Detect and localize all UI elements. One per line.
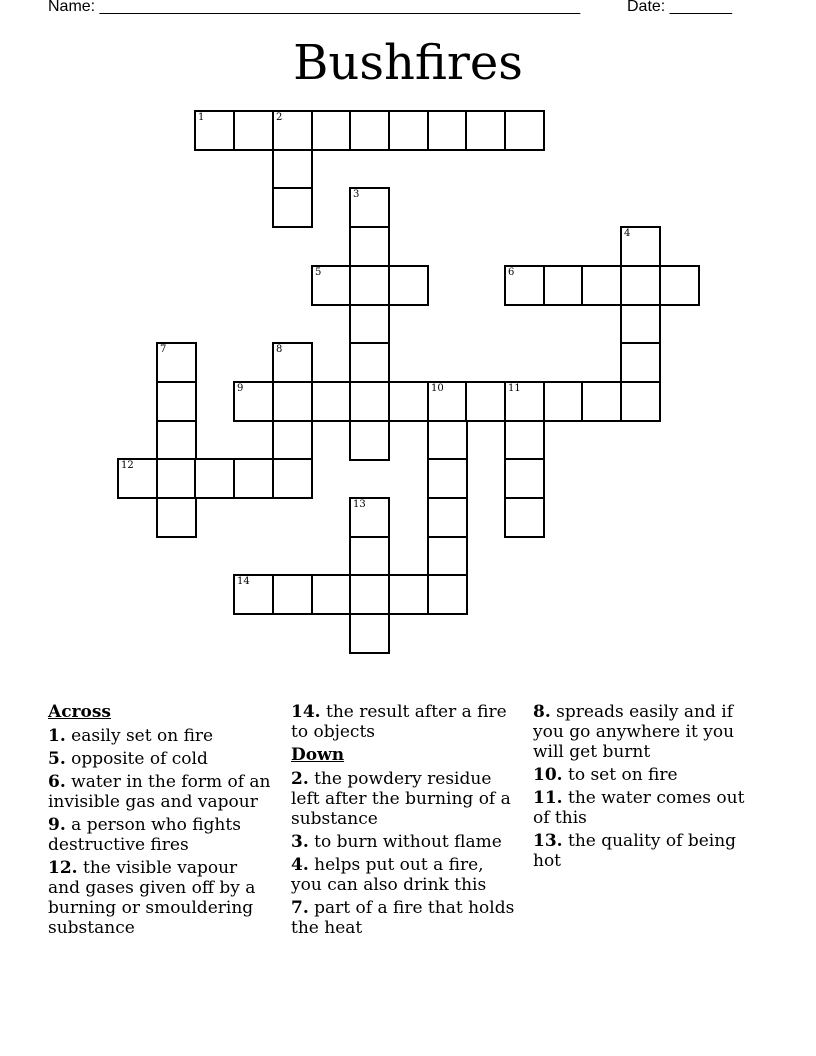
grid-cell[interactable] (504, 420, 545, 461)
clue-number: 5. (48, 749, 66, 769)
clue-number: 3. (291, 832, 309, 852)
clue-number: 9. (48, 815, 66, 835)
grid-cell[interactable] (504, 265, 545, 306)
clue-number: 8. (533, 702, 551, 722)
clue-down-10 (533, 765, 758, 785)
grid-cell[interactable] (233, 110, 274, 151)
cell-number: 13 (353, 499, 366, 510)
clue-number: 13. (533, 831, 563, 851)
grid-cell[interactable] (272, 420, 313, 461)
grid-cell[interactable] (311, 574, 352, 615)
clue-number: 14. (291, 702, 321, 722)
clue-text: to set on fire (567, 765, 678, 785)
grid-cell[interactable] (272, 149, 313, 190)
clue-down-7 (291, 898, 519, 938)
grid-cell[interactable] (388, 574, 429, 615)
cell-number: 5 (315, 267, 322, 278)
grid-cell[interactable] (272, 342, 313, 383)
grid-cell[interactable] (427, 497, 468, 538)
clue-text: the powdery residue left after the burning of a substance (291, 769, 511, 829)
cell-number: 2 (276, 112, 283, 123)
grid-cell[interactable] (620, 381, 661, 422)
clue-text: the visible vapour and gases given off by a burning or smouldering substance (48, 858, 256, 938)
grid-cell[interactable] (156, 342, 197, 383)
grid-cell[interactable] (620, 304, 661, 345)
grid-cell[interactable] (349, 497, 390, 538)
grid-cell[interactable] (349, 574, 390, 615)
clue-down-11 (533, 788, 758, 828)
grid-cell[interactable] (349, 420, 390, 461)
clue-down-2 (291, 769, 519, 829)
cell-number: 4 (624, 228, 631, 239)
grid-cell[interactable] (272, 458, 313, 499)
date-field-label: Date: _______ (627, 0, 732, 15)
page-title: Bushfires (293, 35, 523, 91)
grid-cell[interactable] (117, 458, 158, 499)
clue-text: the quality of being hot (533, 831, 737, 871)
cell-number: 12 (121, 460, 134, 471)
clue-number: 2. (291, 769, 309, 789)
grid-cell[interactable] (427, 381, 468, 422)
grid-cell[interactable] (194, 110, 235, 151)
grid-cell[interactable] (156, 420, 197, 461)
grid-cell[interactable] (194, 458, 235, 499)
clue-number: 10. (533, 765, 563, 785)
grid-cell[interactable] (349, 342, 390, 383)
clues-column-2 (291, 702, 519, 941)
grid-cell[interactable] (427, 110, 468, 151)
grid-cell[interactable] (388, 110, 429, 151)
grid-cell[interactable] (659, 265, 700, 306)
grid-cell[interactable] (349, 110, 390, 151)
down-heading: Down (291, 745, 345, 765)
grid-cell[interactable] (233, 381, 274, 422)
clue-across-1 (48, 726, 273, 746)
grid-cell[interactable] (311, 265, 352, 306)
grid-cell[interactable] (620, 226, 661, 267)
grid-cell[interactable] (349, 613, 390, 654)
clue-number: 7. (291, 898, 309, 918)
grid-cell[interactable] (427, 536, 468, 577)
grid-cell[interactable] (581, 381, 622, 422)
clue-across-5 (48, 749, 273, 769)
clue-text: water in the form of an invisible gas and vapour (48, 772, 271, 812)
clue-number: 11. (533, 788, 563, 808)
cell-number: 6 (508, 267, 515, 278)
clue-number: 12. (48, 858, 78, 878)
grid-cell[interactable] (620, 342, 661, 383)
cell-number: 3 (353, 189, 360, 200)
clue-number: 4. (291, 855, 309, 875)
grid-cell[interactable] (349, 265, 390, 306)
clue-text: spreads easily and if you go anywhere it you will get burnt (533, 702, 735, 762)
grid-cell[interactable] (349, 381, 390, 422)
cell-number: 11 (508, 383, 521, 394)
grid-cell[interactable] (543, 381, 584, 422)
clue-text: the water comes out of this (533, 788, 745, 828)
grid-cell[interactable] (504, 497, 545, 538)
grid-cell[interactable] (620, 265, 661, 306)
grid-cell[interactable] (349, 304, 390, 345)
cell-number: 7 (160, 344, 167, 355)
clue-across-14 (291, 702, 519, 742)
clue-text: the result after a fire to objects (291, 702, 507, 742)
name-field-label: Name: ______________________________________________________ (48, 0, 581, 15)
grid-cell[interactable] (233, 458, 274, 499)
cell-number: 14 (237, 576, 250, 587)
grid-cell[interactable] (156, 381, 197, 422)
clue-text: opposite of cold (71, 749, 208, 769)
clue-text: to burn without flame (314, 832, 502, 852)
cell-number: 10 (431, 383, 444, 394)
grid-cell[interactable] (504, 458, 545, 499)
across-heading: Across (48, 702, 111, 722)
grid-cell[interactable] (388, 381, 429, 422)
clue-across-9 (48, 815, 273, 855)
clue-across-12 (48, 858, 273, 938)
clues-column-1 (48, 702, 273, 941)
clue-down-13 (533, 831, 758, 871)
grid-cell[interactable] (233, 574, 274, 615)
grid-cell[interactable] (349, 226, 390, 267)
grid-cell[interactable] (156, 458, 197, 499)
clue-down-8 (533, 702, 758, 762)
grid-cell[interactable] (427, 458, 468, 499)
grid-cell[interactable] (349, 536, 390, 577)
grid-cell[interactable] (272, 381, 313, 422)
grid-cell[interactable] (427, 420, 468, 461)
clue-text: part of a fire that holds the heat (291, 898, 515, 938)
grid-cell[interactable] (504, 110, 545, 151)
cell-number: 8 (276, 344, 283, 355)
cell-number: 1 (198, 112, 205, 123)
grid-cell[interactable] (543, 265, 584, 306)
grid-cell[interactable] (465, 381, 506, 422)
clue-down-4 (291, 855, 519, 895)
cell-number: 9 (237, 383, 244, 394)
clue-number: 6. (48, 772, 66, 792)
clue-number: 1. (48, 726, 66, 746)
grid-cell[interactable] (581, 265, 622, 306)
grid-cell[interactable] (349, 187, 390, 228)
clue-text: easily set on fire (71, 726, 214, 746)
clue-down-3 (291, 832, 519, 852)
clues-column-3 (533, 702, 758, 874)
grid-cell[interactable] (311, 110, 352, 151)
grid-cell[interactable] (272, 574, 313, 615)
clue-text: a person who fights destructive fires (48, 815, 241, 855)
grid-cell[interactable] (156, 497, 197, 538)
grid-cell[interactable] (427, 574, 468, 615)
grid-cell[interactable] (272, 110, 313, 151)
grid-cell[interactable] (504, 381, 545, 422)
grid-cell[interactable] (272, 187, 313, 228)
clue-across-6 (48, 772, 273, 812)
grid-cell[interactable] (311, 381, 352, 422)
grid-cell[interactable] (388, 265, 429, 306)
clue-text: helps put out a fire, you can also drink this (291, 855, 487, 895)
grid-cell[interactable] (465, 110, 506, 151)
